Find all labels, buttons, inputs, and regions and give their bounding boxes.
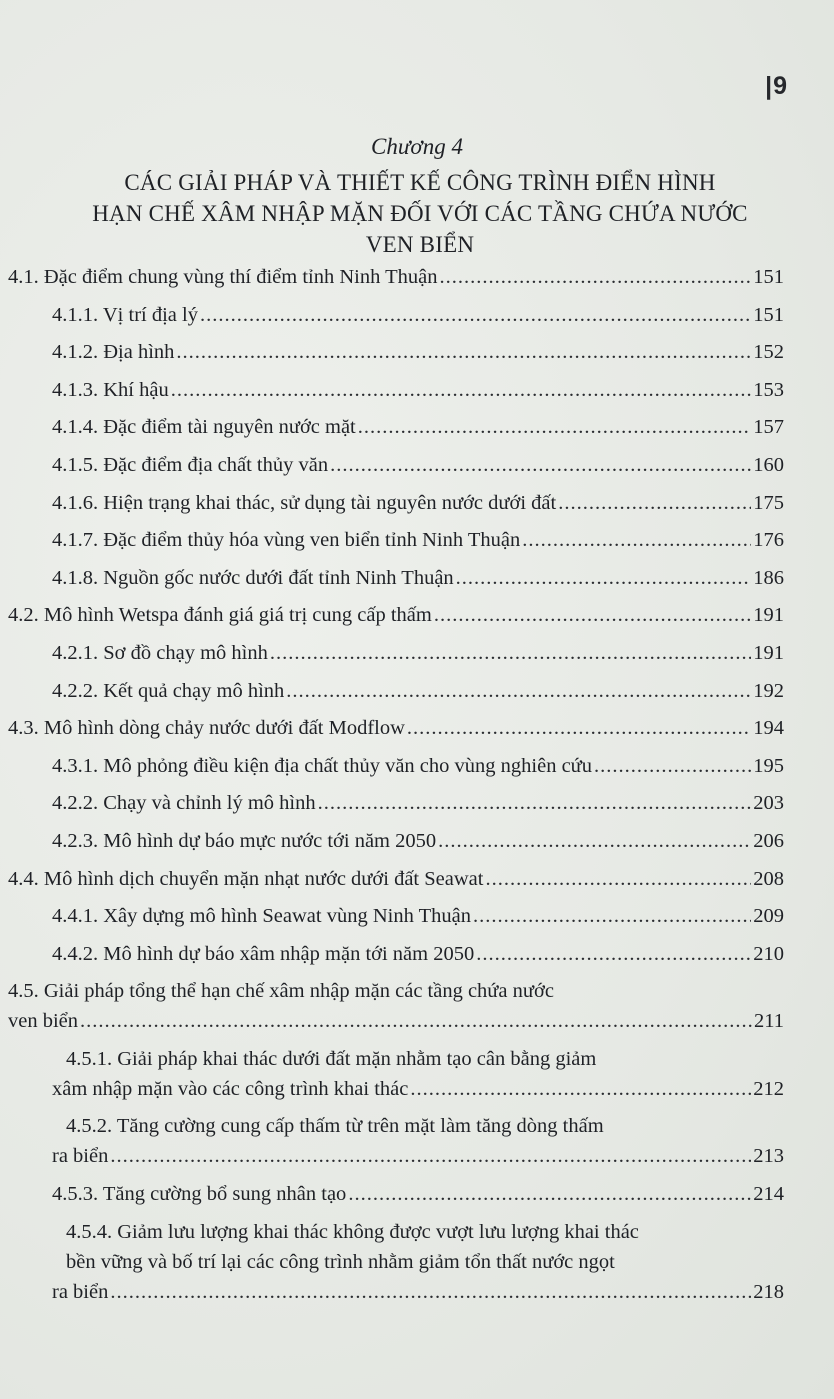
toc-entry-title: 4.1.1. Vị trí địa lý [52, 303, 198, 326]
dot-leader [410, 1074, 751, 1104]
dot-leader [476, 939, 751, 969]
toc-entry-title: ven biển [8, 1010, 79, 1033]
table-of-contents [0, 262, 834, 1314]
toc-entry-title: 4.4. Mô hình dịch chuyển mặn nhạt nước dưới đất Seawat [8, 867, 484, 890]
dot-leader [438, 826, 751, 856]
toc-entry-title: 4.1.8. Nguồn gốc nước dưới đất tỉnh Ninh Thuận [52, 566, 454, 589]
toc-entry-subsection [52, 525, 834, 555]
toc-entry-title: 4.1.6. Hiện trạng khai thác, sử dụng tài nguyên nước dưới đất [52, 491, 557, 514]
toc-entry-subsection [52, 939, 834, 969]
dot-leader [330, 450, 751, 480]
dot-leader [358, 412, 752, 442]
toc-entry-subsection [52, 375, 834, 405]
toc-entry-subsection [52, 901, 834, 931]
toc-page-number: 191 [753, 604, 784, 627]
toc-page-number: 186 [753, 566, 784, 589]
toc-entry-subsection [52, 1044, 834, 1104]
toc-entry-title-line: 4.5.4. Giảm lưu lượng khai thác không được vượt lưu lượng khai thác [66, 1220, 639, 1243]
dot-leader [171, 375, 752, 405]
toc-entry-section [8, 262, 834, 292]
toc-entry-title: 4.2.1. Sơ đồ chạy mô hình [52, 641, 268, 664]
toc-entry-title: 4.1.7. Đặc điểm thủy hóa vùng ven biển tỉnh Ninh Thuận [52, 529, 521, 552]
toc-page-number: 151 [753, 303, 784, 326]
dot-leader [200, 300, 751, 330]
toc-page-number: 191 [753, 641, 784, 664]
toc-entry-title: 4.4.1. Xây dựng mô hình Seawat vùng Ninh Thuận [52, 905, 471, 928]
toc-entry-section [8, 713, 834, 743]
toc-entry-subsection [52, 751, 834, 781]
toc-entry-title-line: 4.5. Giải pháp tổng thể hạn chế xâm nhập mặn các tầng chứa nước [8, 980, 554, 1003]
toc-page-number: 153 [753, 378, 784, 401]
dot-leader [456, 563, 752, 593]
toc-page-number: 218 [753, 1280, 784, 1303]
toc-page-number: 176 [753, 529, 784, 552]
dot-leader [434, 600, 751, 630]
dot-leader [594, 751, 751, 781]
toc-page-number: 203 [753, 792, 784, 815]
toc-entry-subsection [52, 563, 834, 593]
dot-leader [485, 864, 751, 894]
toc-entry-title: 4.3. Mô hình dòng chảy nước dưới đất Modflow [8, 717, 405, 740]
toc-entry-title: xâm nhập mặn vào các công trình khai thác [52, 1077, 409, 1100]
toc-page-number: 157 [753, 416, 784, 439]
toc-entry-title: 4.4.2. Mô hình dự báo xâm nhập mặn tới năm 2050 [52, 942, 475, 965]
toc-entry-title: 4.2.3. Mô hình dự báo mực nước tới năm 2050 [52, 829, 437, 852]
toc-page-number: 152 [753, 341, 784, 364]
toc-page-number: 160 [753, 453, 784, 476]
dot-leader [473, 901, 751, 931]
toc-page-number: 211 [754, 1010, 784, 1033]
chapter-title-line: HẠN CHẾ XÂM NHẬP MẶN ĐỐI VỚI CÁC TẦNG CHỨA NƯỚC [92, 201, 748, 226]
toc-entry-subsection [52, 300, 834, 330]
toc-entry-subsection [52, 638, 834, 668]
toc-entry-title: 4.2.2. Chạy và chỉnh lý mô hình [52, 792, 316, 815]
toc-entry-subsection [52, 826, 834, 856]
toc-page-number: 212 [753, 1077, 784, 1100]
dot-leader [80, 1006, 752, 1036]
toc-entry-section [8, 976, 834, 1036]
toc-entry-title: 4.2. Mô hình Wetspa đánh giá giá trị cung cấp thấm [8, 604, 432, 627]
toc-entry-title: 4.1.5. Đặc điểm địa chất thủy văn [52, 453, 329, 476]
toc-entry-subsection [52, 788, 834, 818]
toc-entry-subsection [52, 676, 834, 706]
toc-entry-title: 4.5.3. Tăng cường bổ sung nhân tạo [52, 1183, 347, 1206]
toc-entry-subsection [52, 450, 834, 480]
toc-page-number: 209 [753, 905, 784, 928]
dot-leader [286, 676, 751, 706]
toc-entry-subsection [52, 1217, 834, 1307]
chapter-label: Chương 4 [371, 134, 463, 159]
dot-leader [110, 1141, 751, 1171]
dot-leader [270, 638, 751, 668]
dot-leader [558, 488, 751, 518]
toc-page-number: 192 [753, 679, 784, 702]
dot-leader [522, 525, 751, 555]
dot-leader [110, 1277, 751, 1307]
dot-leader [176, 337, 751, 367]
toc-entry-section [8, 600, 834, 630]
toc-page-number: 213 [753, 1145, 784, 1168]
toc-entry-title-line: 4.5.1. Giải pháp khai thác dưới đất mặn nhằm tạo cân bằng giảm [66, 1047, 597, 1070]
page-number: |9 [765, 72, 788, 100]
toc-entry-section [8, 864, 834, 894]
chapter-title-line: VEN BIỂN [365, 232, 475, 257]
toc-entry-title: 4.1.2. Địa hình [52, 341, 175, 364]
toc-entry-title: 4.1.4. Đặc điểm tài nguyên nước mặt [52, 416, 356, 439]
toc-entry-subsection [52, 1179, 834, 1209]
toc-entry-title-line: 4.5.2. Tăng cường cung cấp thấm từ trên mặt làm tăng dòng thấm [66, 1115, 604, 1138]
toc-entry-subsection [52, 412, 834, 442]
toc-page-number: 206 [753, 829, 784, 852]
dot-leader [407, 713, 751, 743]
toc-entry-title: 4.1.3. Khí hậu [52, 378, 169, 401]
toc-entry-title-line: bền vững và bố trí lại các công trình nhằm giảm tổn thất nước ngọt [66, 1250, 615, 1273]
dot-leader [348, 1179, 751, 1209]
toc-page-number: 151 [753, 266, 784, 288]
toc-entry-title: 4.1. Đặc điểm chung vùng thí điểm tỉnh Ninh Thuận [8, 266, 438, 288]
toc-entry-title: ra biển [52, 1145, 109, 1168]
dot-leader [318, 788, 752, 818]
chapter-title-line: CÁC GIẢI PHÁP VÀ THIẾT KẾ CÔNG TRÌNH ĐIỂN HÌNH [124, 170, 716, 195]
chapter-title [90, 167, 750, 260]
dot-leader [440, 262, 752, 292]
toc-page-number: 194 [753, 717, 784, 740]
toc-page-number: 195 [753, 754, 784, 777]
toc-page-number: 210 [753, 942, 784, 965]
toc-entry-subsection [52, 1111, 834, 1171]
toc-entry-title: 4.3.1. Mô phỏng điều kiện địa chất thủy văn cho vùng nghiên cứu [52, 754, 593, 777]
toc-entry-subsection [52, 337, 834, 367]
toc-page-number: 214 [753, 1183, 784, 1206]
toc-page-number: 208 [753, 867, 784, 890]
toc-entry-title: 4.2.2. Kết quả chạy mô hình [52, 679, 285, 702]
toc-page-number: 175 [753, 491, 784, 514]
toc-entry-title: ra biển [52, 1280, 109, 1303]
toc-entry-subsection [52, 488, 834, 518]
